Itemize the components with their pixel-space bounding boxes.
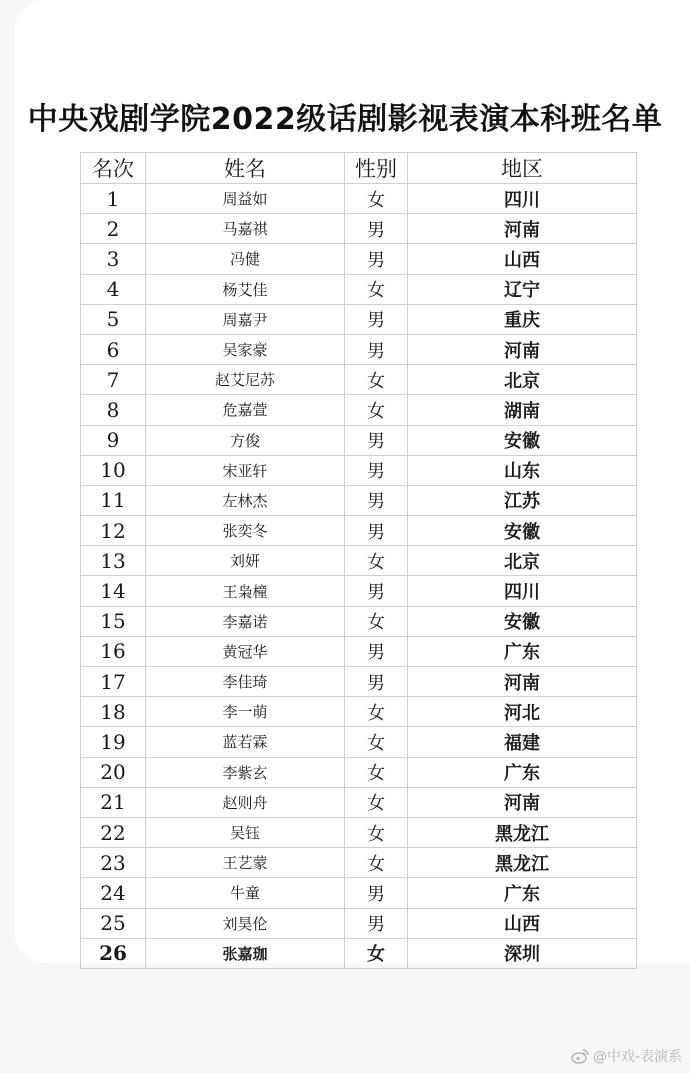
table-row: [81, 244, 637, 274]
region-cell: 湖南: [408, 395, 637, 425]
region-cell: 四川: [408, 576, 637, 606]
header-row: [81, 153, 637, 184]
table-row: [81, 938, 637, 968]
table-row: [81, 576, 637, 606]
table-row: [81, 787, 637, 817]
rank-cell: 2: [81, 214, 146, 244]
gender-cell: 男: [345, 214, 408, 244]
table-row: [81, 636, 637, 666]
region-cell: 山西: [408, 244, 637, 274]
rank-cell: 18: [81, 697, 146, 727]
name-cell: 李佳琦: [146, 667, 345, 697]
region-cell: 河南: [408, 667, 637, 697]
name-cell: 张嘉珈: [146, 938, 345, 968]
table-row: [81, 908, 637, 938]
region-cell: 广东: [408, 878, 637, 908]
region-cell: 四川: [408, 184, 637, 214]
table-row: [81, 184, 637, 214]
region-cell: 北京: [408, 546, 637, 576]
gender-cell: 女: [345, 787, 408, 817]
name-cell: 蓝若霖: [146, 727, 345, 757]
gender-cell: 女: [345, 697, 408, 727]
region-cell: 广东: [408, 636, 637, 666]
rank-cell: 23: [81, 848, 146, 878]
region-cell: 辽宁: [408, 274, 637, 304]
weibo-icon: [571, 1048, 589, 1064]
table-row: [81, 757, 637, 787]
region-cell: 山东: [408, 455, 637, 485]
watermark-text: @中戏-表演系: [592, 1049, 682, 1065]
region-cell: 广东: [408, 757, 637, 787]
table-row: [81, 697, 637, 727]
gender-cell: 男: [345, 304, 408, 334]
rank-cell: 3: [81, 244, 146, 274]
rank-cell: 9: [81, 425, 146, 455]
table-row: [81, 878, 637, 908]
name-cell: 刘昊伦: [146, 908, 345, 938]
region-cell: 河南: [408, 787, 637, 817]
page-title: 中央戏剧学院2022级话剧影视表演本科班名单: [27, 102, 663, 137]
rank-cell: 21: [81, 787, 146, 817]
name-cell: 张奕冬: [146, 516, 345, 546]
gender-cell: 女: [345, 365, 408, 395]
table-row: [81, 848, 637, 878]
gender-cell: 男: [345, 908, 408, 938]
table-row: [81, 304, 637, 334]
table-row: [81, 727, 637, 757]
table-row: [81, 667, 637, 697]
rank-cell: 11: [81, 485, 146, 515]
name-cell: 刘妍: [146, 546, 345, 576]
region-cell: 安徽: [408, 425, 637, 455]
gender-cell: 女: [345, 606, 408, 636]
rank-cell: 24: [81, 878, 146, 908]
rank-cell: 15: [81, 606, 146, 636]
gender-cell: 女: [345, 727, 408, 757]
gender-cell: 女: [345, 546, 408, 576]
name-cell: 李嘉诺: [146, 606, 345, 636]
table-row: [81, 365, 637, 395]
name-cell: 吴家豪: [146, 334, 345, 364]
rank-cell: 20: [81, 757, 146, 787]
roster-body: [81, 184, 637, 969]
gender-cell: 女: [345, 817, 408, 847]
name-cell: 危嘉萱: [146, 395, 345, 425]
region-cell: 北京: [408, 365, 637, 395]
region-cell: 福建: [408, 727, 637, 757]
table-row: [81, 485, 637, 515]
region-cell: 深圳: [408, 938, 637, 968]
region-cell: 安徽: [408, 606, 637, 636]
gender-cell: 男: [345, 576, 408, 606]
gender-cell: 男: [345, 878, 408, 908]
table-row: [81, 274, 637, 304]
gender-cell: 女: [345, 938, 408, 968]
region-cell: 河北: [408, 697, 637, 727]
name-cell: 牛童: [146, 878, 345, 908]
name-cell: 周益如: [146, 184, 345, 214]
watermark: [571, 1046, 682, 1066]
roster-table: [80, 152, 637, 969]
rank-cell: 10: [81, 455, 146, 485]
gender-cell: 女: [345, 395, 408, 425]
name-cell: 王艺蒙: [146, 848, 345, 878]
rank-cell: 13: [81, 546, 146, 576]
gender-cell: 男: [345, 485, 408, 515]
region-cell: 河南: [408, 214, 637, 244]
rank-cell: 12: [81, 516, 146, 546]
rank-cell: 25: [81, 908, 146, 938]
gender-cell: 男: [345, 516, 408, 546]
region-cell: 河南: [408, 334, 637, 364]
table-row: [81, 425, 637, 455]
table-row: [81, 546, 637, 576]
region-cell: 山西: [408, 908, 637, 938]
name-cell: 左林杰: [146, 485, 345, 515]
name-cell: 赵则舟: [146, 787, 345, 817]
table-row: [81, 214, 637, 244]
gender-cell: 男: [345, 244, 408, 274]
rank-cell: 14: [81, 576, 146, 606]
name-cell: 吴钰: [146, 817, 345, 847]
rank-cell: 17: [81, 667, 146, 697]
region-cell: 安徽: [408, 516, 637, 546]
region-cell: 江苏: [408, 485, 637, 515]
rank-cell: 7: [81, 365, 146, 395]
name-cell: 冯健: [146, 244, 345, 274]
rank-cell: 5: [81, 304, 146, 334]
gender-cell: 男: [345, 455, 408, 485]
gender-cell: 女: [345, 757, 408, 787]
rank-cell: 4: [81, 274, 146, 304]
rank-cell: 26: [81, 938, 146, 968]
rank-cell: 19: [81, 727, 146, 757]
gender-cell: 男: [345, 636, 408, 666]
gender-cell: 男: [345, 425, 408, 455]
rank-cell: 8: [81, 395, 146, 425]
region-cell: 重庆: [408, 304, 637, 334]
gender-cell: 男: [345, 334, 408, 364]
rank-cell: 1: [81, 184, 146, 214]
region-cell: 黑龙江: [408, 848, 637, 878]
rank-cell: 16: [81, 636, 146, 666]
name-cell: 赵艾尼苏: [146, 365, 345, 395]
gender-cell: 女: [345, 274, 408, 304]
name-cell: 马嘉祺: [146, 214, 345, 244]
gender-cell: 女: [345, 184, 408, 214]
name-cell: 杨艾佳: [146, 274, 345, 304]
table-row: [81, 334, 637, 364]
header-gender: 性别: [345, 153, 408, 184]
gender-cell: 女: [345, 848, 408, 878]
table-row: [81, 395, 637, 425]
table-row: [81, 606, 637, 636]
name-cell: 李一萌: [146, 697, 345, 727]
region-cell: 黑龙江: [408, 817, 637, 847]
table-row: [81, 817, 637, 847]
name-cell: 宋亚轩: [146, 455, 345, 485]
name-cell: 黄冠华: [146, 636, 345, 666]
rank-cell: 6: [81, 334, 146, 364]
name-cell: 王枭橦: [146, 576, 345, 606]
header-name: 姓名: [146, 153, 345, 184]
name-cell: 周嘉尹: [146, 304, 345, 334]
gender-cell: 男: [345, 667, 408, 697]
name-cell: 方俊: [146, 425, 345, 455]
table-row: [81, 455, 637, 485]
rank-cell: 22: [81, 817, 146, 847]
table-row: [81, 516, 637, 546]
header-region: 地区: [408, 153, 637, 184]
header-rank: 名次: [81, 153, 146, 184]
name-cell: 李紫玄: [146, 757, 345, 787]
